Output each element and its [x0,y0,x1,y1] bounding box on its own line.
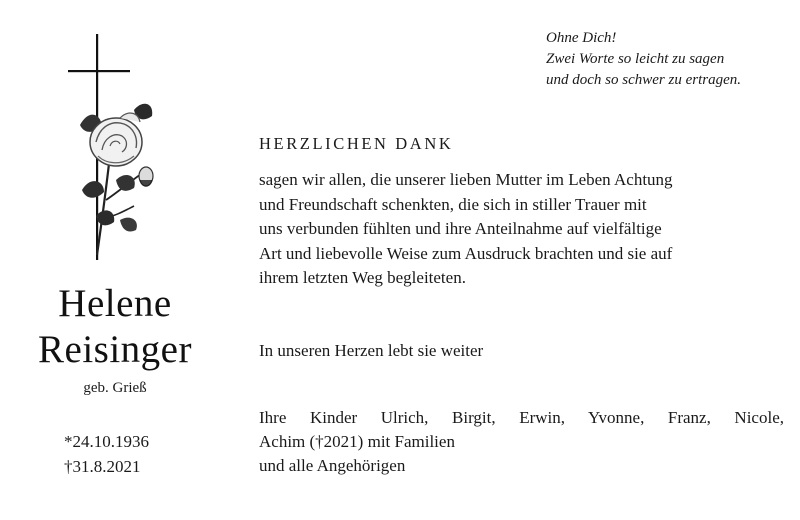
body-line: uns verbunden fühlten und ihre Anteilnahme auf vielfältige [259,219,662,238]
thanks-heading: HERZLICHEN DANK [259,134,454,153]
thanks-body [259,168,779,291]
signers-line: und alle Angehörigen [259,456,406,475]
quote-line: und doch so schwer zu ertragen. [546,72,741,88]
birth-date: *24.10.1936 [64,432,149,451]
quote-line: Ohne Dich! [546,30,617,46]
body-line: sagen wir allen, die unserer lieben Mutter im Leben Achtung [259,170,673,189]
death-date: †31.8.2021 [64,457,141,476]
body-line: Art und liebevolle Weise zum Ausdruck brachten und sie auf [259,243,673,263]
body-line: ihrem letzten Weg begleiteten. [259,268,466,287]
maiden-name: geb. Grieß [83,380,147,396]
memorial-motto: In unseren Herzen lebt sie weiter [259,341,484,360]
deceased-first-name: Helene [58,282,172,325]
quote-line: Zwei Worte so leicht zu sagen [546,51,725,67]
signers-block [259,406,784,478]
signers-line: Ihre Kinder Ulrich, Birgit, Erwin, Yvonne, Franz, Nicole, [259,408,784,427]
deceased-last-name: Reisinger [38,328,192,371]
cross-with-rose-icon [60,30,180,265]
body-line: und Freundschaft schenkten, die sich in stiller Trauer mit [259,194,647,214]
memorial-quote [546,28,786,91]
signers-line: Achim (†2021) mit Familien [259,432,455,451]
